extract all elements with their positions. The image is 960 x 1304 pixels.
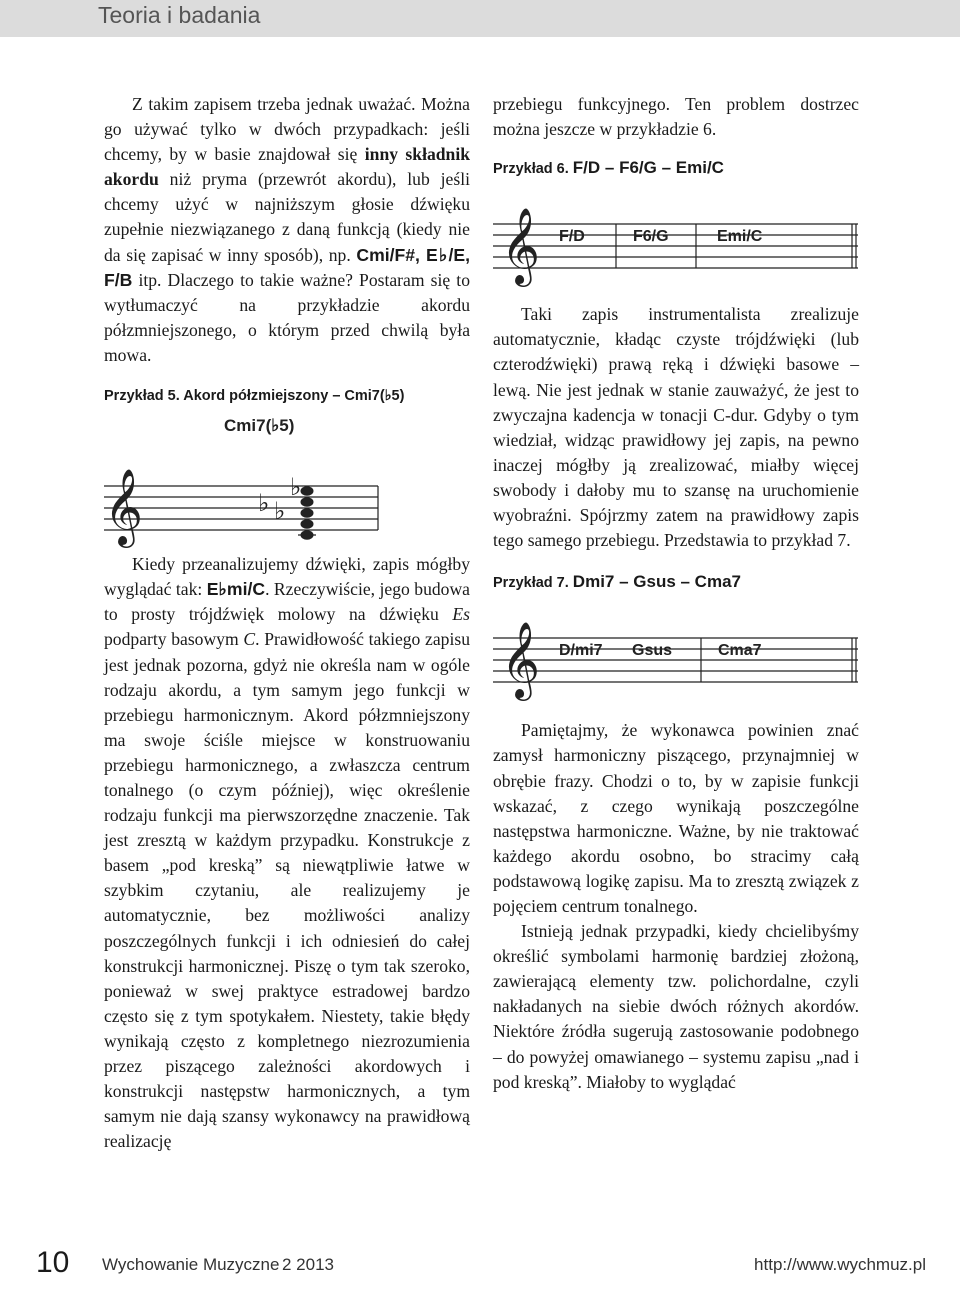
left-paragraph-1: Z takim zapisem trzeba jednak uważać. Można go używać tylko w dwóch przypadkach: jeśli chcemy, by w basie znajdował się inny składnik akordu niż pryma (przewrót akordu), lub jeśli chcemy użyć w najniższym głosie dźwięku zupełnie niezwiązanego z daną funkcją (kiedy nie da się zapisać w inny sposób), np. Cmi/F#, E♭/E, F/B itp. Dlaczego to takie ważne? Postaram się to wytłumaczyć na przykładzie akordu półzmniejszonego, o którym przed chwilą była mowa. [104, 94, 470, 365]
chord-f6-g: F6/G [633, 228, 669, 246]
section-title: Teoria i badania [98, 2, 261, 28]
left-column [104, 92, 470, 1154]
example-6-number: Przykład 6. [493, 161, 569, 178]
chord-notes [301, 486, 314, 540]
chord-gsus: Gsus [632, 642, 673, 660]
example-6-staff [493, 182, 859, 302]
right-paragraph-2: Taki zapis instrumentalista zrealizuje automatycznie, kładąc czyste trójdźwięki (lub czterodźwięki) prawą ręką i dźwięki basowe – lewą. Nie jest jednak w stanie zauważyć, że jest to zwyczajna kadencja w tonacji C-dur. Gdyby o tym wiedział, widząc prawidłowy jej zapis, na pewno inaczej mógłby ją zrealizować, miałby więcej swobody i dałoby mu to szansę na uruchomienie wyobraźni. Spójrzmy zatem na prawidłowy zapis tego samego przebiegu. Przedstawia to przykład 7. [493, 304, 859, 551]
example-7-caption [493, 569, 859, 596]
issue-number: 2 2013 [282, 1255, 334, 1274]
chord-emi-c: Emi/C [717, 228, 763, 246]
flat-icon: ♭ [258, 490, 270, 518]
example-7-number: Przykład 7. [493, 575, 569, 592]
right-paragraph-3: Pamiętajmy, że wykonawca powinien znać zamysł harmoniczny piszącego, przynajmniej w obrębie frazy. Chodzi o to, by w zapisie funkcji wskazać, z czego wynikają poszczególne następstwa harmoniczne. Ważne, by nie traktować każdego akordu osobno, bo stracimy całą podstawową logikę zapisu. Ma to zresztą związek z pojęciem centrum tonalnego. [493, 720, 859, 916]
chord-symbol: E♭mi/C [206, 579, 266, 600]
left-paragraph-2: Kiedy przeanalizujemy dźwięki, zapis mógłby wyglądać tak: E♭mi/C. Rzeczywiście, jego budowa to prosty trójdźwięk molowy na dźwięku Es podparty basowym C. Prawidłowość takiego zapisu jest jednak pozorna, gdyż nie określa nam w ogóle rodzaju akordu, a tym samym jego funkcji w przebiegu harmonicznym. Akord półzmniejszony ma swoje ściśle miejsce w konstruowaniu przebiegu harmonicznego, a zwłaszcza centrum tonalnego (o czym później), więc określenie rodzaju funkcji ma pierwszorzędne znaczenie. Tak jest zresztą w każdym przypadku. Konstrukcje z basem „pod kreską” są niewątpliwie łatwe w szybkim czytaniu, ale realizujemy je automatycznie, bez możliwości analizy poszczególnych funkcji i ich odniesień do całej konstrukcji harmonicznej. Piszę o tym tak szeroko, ponieważ w swej praktyce estradowej bardzo często się z tym spotykałem. Niestety, takie błędy wynikają często z kompletnego niezrozumienia przez piszącego zależności akordowych i konstrukcji następstw harmonicznych, a tym samym nie dają szansy wykonawcy na prawidłową realizację [104, 554, 470, 1152]
flat-icon: ♭ [290, 474, 302, 502]
example-7-staff-svg [493, 596, 859, 718]
right-paragraph-1: przebiegu funkcyjnego. Ten problem dostrzec można jeszcze w przykładzie 6. [493, 94, 859, 140]
example-7-title: Dmi7 – Gsus – Cma7 [572, 572, 741, 592]
example-6-caption [493, 155, 859, 182]
chord-dmi7: D/mi7 [559, 642, 603, 660]
example-5-title: Akord półzmiejszony – Cmi7(♭5) [183, 388, 405, 405]
page-footer [36, 1246, 926, 1286]
example-5-staff [104, 409, 470, 552]
example-5-chord-symbol: Cmi7(♭5) [224, 416, 295, 436]
website-url: http://www.wychmuz.pl [754, 1255, 926, 1274]
chord-f-d: F/D [559, 228, 585, 246]
page-number: 10 [36, 1246, 70, 1279]
example-6-staff-svg [493, 182, 859, 302]
example-6-title: F/D – F6/G – Emi/C [572, 158, 724, 178]
right-column [493, 92, 859, 1095]
bold-phrase: inny składnik akordu [104, 144, 470, 190]
treble-clef-icon: 𝄞 [104, 469, 144, 544]
treble-clef-icon: 𝄞 [501, 208, 541, 283]
chord-cma7: Cma7 [718, 642, 762, 660]
flat-icon: ♭ [274, 498, 286, 526]
example-5-caption [104, 384, 470, 409]
example-7-staff [493, 596, 859, 718]
right-paragraph-4: Istnieją jednak przypadki, kiedy chcielibyśmy określić symbolami harmonię bardziej złożoną, zawierającą elementy tzw. polichordalne, czyli nakładanych na siebie dwóch różnych akordów. Niektóre źródła sugerują zastosowanie podobnego – do powyżej omawianego – systemu zapisu „nad i pod kreską”. Miałoby to wyglądać [493, 921, 859, 1092]
journal-name: Wychowanie Muzyczne [102, 1255, 280, 1274]
treble-clef-icon: 𝄞 [501, 622, 541, 697]
section-header [0, 0, 960, 37]
example-5-number: Przykład 5. [104, 388, 180, 405]
example-5-staff-svg [104, 409, 470, 552]
chord-symbols: Cmi/F#, E♭/E, F/B [104, 244, 470, 290]
